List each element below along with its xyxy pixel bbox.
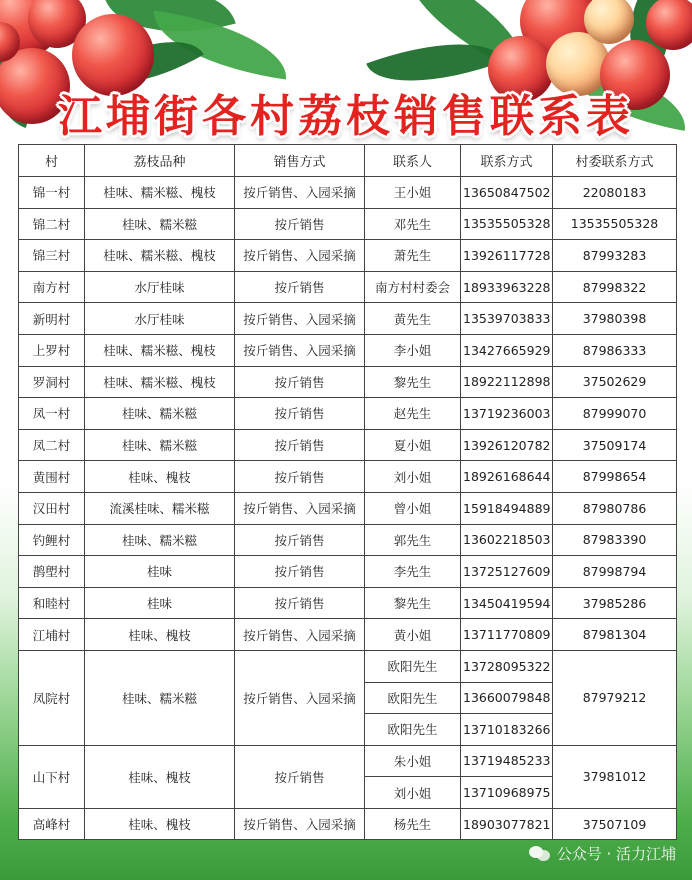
variety-cell: 桂味、糯米糍、槐枝 bbox=[85, 240, 235, 272]
phone-cell: 18903077821 bbox=[461, 808, 553, 840]
table-row bbox=[19, 398, 677, 430]
contact-person-cell: 欧阳先生 bbox=[365, 682, 461, 714]
contact-person-cell: 杨先生 bbox=[365, 808, 461, 840]
phone-cell: 13719485233 bbox=[461, 745, 553, 777]
header-village: 村 bbox=[19, 145, 85, 177]
sale-method-cell: 按斤销售 bbox=[235, 556, 365, 588]
phone-cell: 13710968975 bbox=[461, 777, 553, 809]
sale-method-cell: 按斤销售 bbox=[235, 429, 365, 461]
sale-method-cell: 按斤销售、入园采摘 bbox=[235, 619, 365, 651]
phone-cell: 13926120782 bbox=[461, 429, 553, 461]
village-cell: 和睦村 bbox=[19, 587, 85, 619]
table-row bbox=[19, 334, 677, 366]
office-phone-cell: 87983390 bbox=[553, 524, 677, 556]
sale-method-cell: 按斤销售 bbox=[235, 398, 365, 430]
watermark-text: 公众号 · 活力江埔 bbox=[556, 845, 676, 863]
sale-method-cell: 按斤销售 bbox=[235, 366, 365, 398]
contact-person-cell: 南方村村委会 bbox=[365, 271, 461, 303]
table-row bbox=[19, 524, 677, 556]
office-phone-cell: 87986333 bbox=[553, 334, 677, 366]
sale-method-cell: 按斤销售、入园采摘 bbox=[235, 492, 365, 524]
phone-cell: 18926168644 bbox=[461, 461, 553, 493]
sale-method-cell: 按斤销售 bbox=[235, 524, 365, 556]
contact-person-cell: 朱小姐 bbox=[365, 745, 461, 777]
office-phone-cell: 87979212 bbox=[553, 650, 677, 745]
table-row bbox=[19, 240, 677, 272]
contact-person-cell: 萧先生 bbox=[365, 240, 461, 272]
variety-cell: 桂味、槐枝 bbox=[85, 461, 235, 493]
office-phone-cell: 37985286 bbox=[553, 587, 677, 619]
office-phone-cell: 37507109 bbox=[553, 808, 677, 840]
sale-method-cell: 按斤销售、入园采摘 bbox=[235, 177, 365, 209]
sale-method-cell: 按斤销售、入园采摘 bbox=[235, 650, 365, 745]
page-title: 江埔街各村荔枝销售联系表 bbox=[58, 91, 634, 142]
village-cell: 鹊塱村 bbox=[19, 556, 85, 588]
village-cell: 锦一村 bbox=[19, 177, 85, 209]
contact-person-cell: 刘小姐 bbox=[365, 461, 461, 493]
variety-cell: 桂味、糯米糍 bbox=[85, 208, 235, 240]
phone-cell: 13710183266 bbox=[461, 714, 553, 746]
village-cell: 上罗村 bbox=[19, 334, 85, 366]
village-cell: 锦三村 bbox=[19, 240, 85, 272]
variety-cell: 桂味、糯米糍 bbox=[85, 524, 235, 556]
variety-cell: 桂味、糯米糍、槐枝 bbox=[85, 177, 235, 209]
sale-method-cell: 按斤销售 bbox=[235, 461, 365, 493]
variety-cell: 桂味、槐枝 bbox=[85, 619, 235, 651]
village-cell: 南方村 bbox=[19, 271, 85, 303]
table-row bbox=[19, 650, 677, 682]
phone-cell: 13535505328 bbox=[461, 208, 553, 240]
office-phone-cell: 87981304 bbox=[553, 619, 677, 651]
office-phone-cell: 37509174 bbox=[553, 429, 677, 461]
header-contact-person: 联系人 bbox=[365, 145, 461, 177]
table-row bbox=[19, 271, 677, 303]
phone-cell: 13602218503 bbox=[461, 524, 553, 556]
watermark bbox=[529, 843, 676, 864]
phone-cell: 13728095322 bbox=[461, 650, 553, 682]
phone-cell: 13539703833 bbox=[461, 303, 553, 335]
phone-cell: 13926117728 bbox=[461, 240, 553, 272]
sale-method-cell: 按斤销售 bbox=[235, 271, 365, 303]
variety-cell: 桂味 bbox=[85, 587, 235, 619]
village-cell: 钓鲤村 bbox=[19, 524, 85, 556]
office-phone-cell: 87980786 bbox=[553, 492, 677, 524]
table-row bbox=[19, 461, 677, 493]
village-cell: 凤院村 bbox=[19, 650, 85, 745]
office-phone-cell: 37980398 bbox=[553, 303, 677, 335]
office-phone-cell: 87998794 bbox=[553, 556, 677, 588]
contact-person-cell: 曾小姐 bbox=[365, 492, 461, 524]
table-row bbox=[19, 177, 677, 209]
table-row bbox=[19, 492, 677, 524]
variety-cell: 桂味、槐枝 bbox=[85, 808, 235, 840]
variety-cell: 桂味、糯米糍、槐枝 bbox=[85, 334, 235, 366]
table-header-row bbox=[19, 145, 677, 177]
variety-cell: 桂味 bbox=[85, 556, 235, 588]
sale-method-cell: 按斤销售 bbox=[235, 587, 365, 619]
variety-cell: 桂味、糯米糍、槐枝 bbox=[85, 366, 235, 398]
phone-cell: 18922112898 bbox=[461, 366, 553, 398]
variety-cell: 桂味、糯米糍 bbox=[85, 398, 235, 430]
sale-method-cell: 按斤销售、入园采摘 bbox=[235, 334, 365, 366]
sale-method-cell: 按斤销售 bbox=[235, 745, 365, 808]
village-cell: 锦二村 bbox=[19, 208, 85, 240]
phone-cell: 13427665929 bbox=[461, 334, 553, 366]
office-phone-cell: 37981012 bbox=[553, 745, 677, 808]
office-phone-cell: 87999070 bbox=[553, 398, 677, 430]
phone-cell: 13650847502 bbox=[461, 177, 553, 209]
variety-cell: 桂味、糯米糍 bbox=[85, 429, 235, 461]
office-phone-cell: 87998654 bbox=[553, 461, 677, 493]
village-cell: 汉田村 bbox=[19, 492, 85, 524]
office-phone-cell: 22080183 bbox=[553, 177, 677, 209]
header-office-phone: 村委联系方式 bbox=[553, 145, 677, 177]
variety-cell: 水厅桂味 bbox=[85, 303, 235, 335]
variety-cell: 流溪桂味、糯米糍 bbox=[85, 492, 235, 524]
contact-person-cell: 黎先生 bbox=[365, 587, 461, 619]
table-row bbox=[19, 366, 677, 398]
phone-cell: 13725127609 bbox=[461, 556, 553, 588]
sale-method-cell: 按斤销售、入园采摘 bbox=[235, 303, 365, 335]
phone-cell: 15918494889 bbox=[461, 492, 553, 524]
contact-person-cell: 邓先生 bbox=[365, 208, 461, 240]
phone-cell: 18933963228 bbox=[461, 271, 553, 303]
table-row bbox=[19, 208, 677, 240]
table-row bbox=[19, 587, 677, 619]
sale-method-cell: 按斤销售 bbox=[235, 208, 365, 240]
variety-cell: 桂味、槐枝 bbox=[85, 745, 235, 808]
table-row bbox=[19, 303, 677, 335]
contact-person-cell: 郭先生 bbox=[365, 524, 461, 556]
contact-person-cell: 王小姐 bbox=[365, 177, 461, 209]
header-phone: 联系方式 bbox=[461, 145, 553, 177]
office-phone-cell: 37502629 bbox=[553, 366, 677, 398]
contact-person-cell: 李先生 bbox=[365, 556, 461, 588]
village-cell: 新明村 bbox=[19, 303, 85, 335]
contact-person-cell: 李小姐 bbox=[365, 334, 461, 366]
variety-cell: 桂味、糯米糍 bbox=[85, 650, 235, 745]
table-row bbox=[19, 745, 677, 777]
wechat-icon bbox=[529, 846, 551, 862]
contact-person-cell: 黄小姐 bbox=[365, 619, 461, 651]
village-cell: 凤一村 bbox=[19, 398, 85, 430]
office-phone-cell: 87993283 bbox=[553, 240, 677, 272]
village-cell: 山下村 bbox=[19, 745, 85, 808]
village-cell: 凤二村 bbox=[19, 429, 85, 461]
table-row bbox=[19, 429, 677, 461]
header-sale-method: 销售方式 bbox=[235, 145, 365, 177]
sale-method-cell: 按斤销售、入园采摘 bbox=[235, 808, 365, 840]
contact-person-cell: 欧阳先生 bbox=[365, 714, 461, 746]
contact-person-cell: 赵先生 bbox=[365, 398, 461, 430]
office-phone-cell: 87998322 bbox=[553, 271, 677, 303]
contact-person-cell: 夏小姐 bbox=[365, 429, 461, 461]
contact-person-cell: 刘小姐 bbox=[365, 777, 461, 809]
village-cell: 黄围村 bbox=[19, 461, 85, 493]
contact-person-cell: 黄先生 bbox=[365, 303, 461, 335]
table-row bbox=[19, 808, 677, 840]
header-variety: 荔枝品种 bbox=[85, 145, 235, 177]
office-phone-cell: 13535505328 bbox=[553, 208, 677, 240]
table-body bbox=[19, 177, 677, 840]
table-row bbox=[19, 619, 677, 651]
lychee-sales-table bbox=[18, 144, 677, 840]
village-cell: 罗洞村 bbox=[19, 366, 85, 398]
phone-cell: 13719236003 bbox=[461, 398, 553, 430]
contact-person-cell: 欧阳先生 bbox=[365, 650, 461, 682]
contact-person-cell: 黎先生 bbox=[365, 366, 461, 398]
phone-cell: 13660079848 bbox=[461, 682, 553, 714]
sale-method-cell: 按斤销售、入园采摘 bbox=[235, 240, 365, 272]
variety-cell: 水厅桂味 bbox=[85, 271, 235, 303]
village-cell: 江埔村 bbox=[19, 619, 85, 651]
table-row bbox=[19, 556, 677, 588]
phone-cell: 13711770809 bbox=[461, 619, 553, 651]
village-cell: 高峰村 bbox=[19, 808, 85, 840]
phone-cell: 13450419594 bbox=[461, 587, 553, 619]
